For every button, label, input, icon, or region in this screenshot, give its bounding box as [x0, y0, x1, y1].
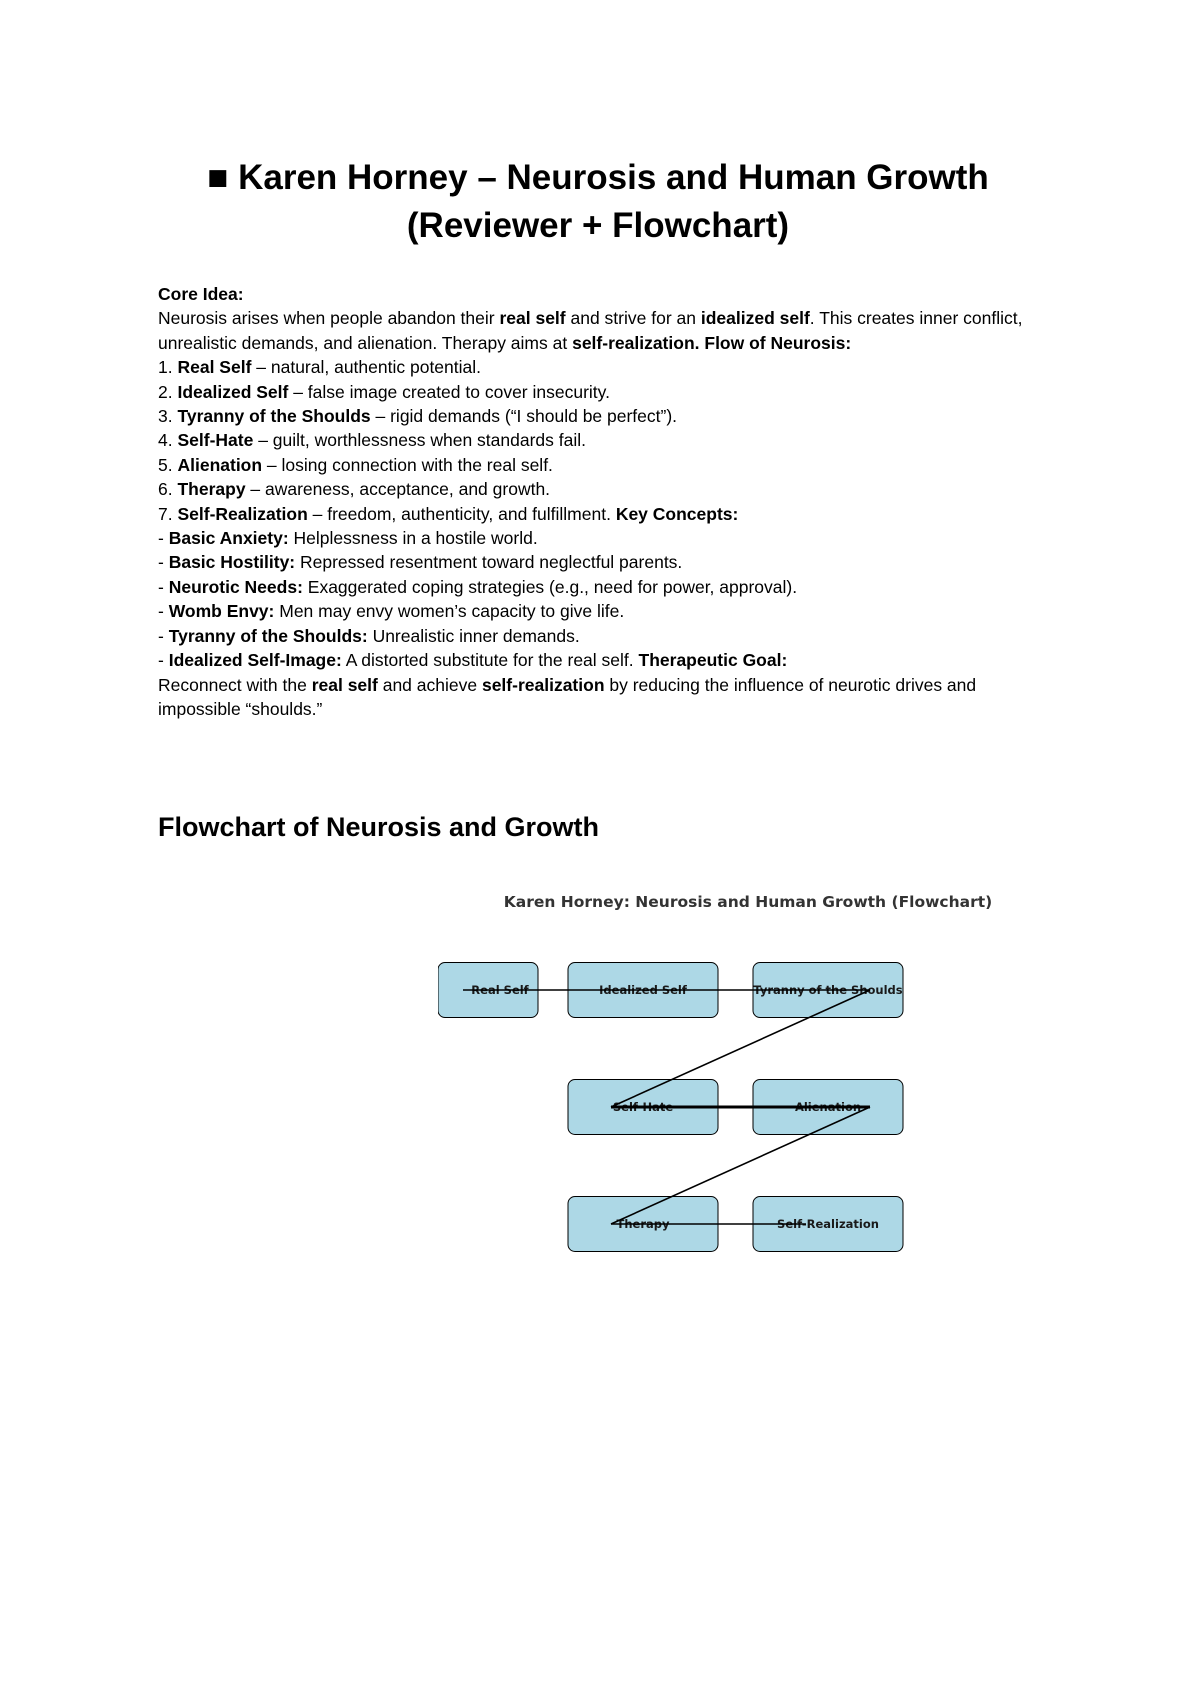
flow-steps-list [158, 355, 1038, 526]
flowchart-node-label: Tyranny of the Shoulds [753, 983, 903, 997]
flow-step: 4. Self-Hate – guilt, worthlessness when standards fail. [158, 430, 586, 451]
flowchart-node-label: Self-Hate [612, 1100, 674, 1114]
flowchart-diagram [438, 885, 1038, 1275]
core-idea-paragraph [158, 282, 1038, 355]
flowchart-section-heading: Flowchart of Neurosis and Growth [158, 812, 600, 842]
flow-step: 2. Idealized Self – false image created to cover insecurity. [158, 381, 610, 402]
goal-bold: real self [311, 674, 378, 695]
flow-step: 6. Therapy – awareness, acceptance, and growth. [158, 479, 551, 500]
reviewer-body [158, 282, 1038, 721]
core-idea-bold: real self [499, 308, 566, 329]
key-concept: - Neurotic Needs: Exaggerated coping strategies (e.g., need for power, approval). [158, 576, 798, 597]
key-concept: - Womb Envy: Men may envy women’s capacity to give life. [158, 601, 625, 622]
therapeutic-goal-heading: Therapeutic Goal: [638, 650, 788, 671]
core-idea-heading: Core Idea: [158, 284, 244, 304]
core-idea-text: . This creates inner conflict, unrealistic demands, and alienation. Therapy aims at [158, 308, 1023, 353]
flowchart-node-label: Alienation [794, 1100, 862, 1114]
flowchart-node-label: Idealized Self [599, 983, 687, 997]
key-concept: - Basic Anxiety: Helplessness in a hostile world. [158, 528, 538, 549]
title-line-2: (Reviewer + Flowchart) [406, 206, 790, 245]
core-idea-text: Neurosis arises when people abandon their [158, 308, 500, 329]
goal-text: Reconnect with the [158, 674, 312, 695]
core-idea-text: and strive for an [565, 308, 701, 329]
goal-bold: self-realization [481, 674, 605, 695]
flow-step: 3. Tyranny of the Shoulds – rigid demands (“I should be perfect”). [158, 406, 678, 427]
title-line-1: Karen Horney – Neurosis and Human Growth [238, 158, 989, 197]
key-concept: - Tyranny of the Shoulds: Unrealistic inner demands. [158, 625, 580, 646]
flowchart-title: Karen Horney: Neurosis and Human Growth (Flowchart) [503, 893, 993, 911]
flowchart-node-label: Self-Realization [777, 1217, 879, 1231]
key-concept: - Basic Hostility: Repressed resentment toward neglectful parents. [158, 552, 683, 573]
core-idea-bold: self-realization. [572, 332, 700, 353]
core-idea-bold: idealized self [700, 308, 810, 329]
goal-text: and achieve [377, 674, 482, 695]
key-concepts-list [158, 526, 1038, 672]
goal-text: by reducing the influence of neurotic drives and impossible “shoulds.” [158, 674, 977, 719]
flowchart-figure [438, 885, 1038, 1275]
flow-step: 7. Self-Realization – freedom, authenticity, and fulfillment. [158, 503, 616, 524]
flowchart-node-label: Real Self [471, 983, 529, 997]
flow-step: 1. Real Self – natural, authentic potential. [158, 357, 482, 378]
key-concept: - Idealized Self-Image: A distorted substitute for the real self. [158, 650, 639, 671]
flow-heading: Flow of Neurosis: [704, 332, 852, 353]
therapeutic-goal-paragraph [158, 673, 1038, 722]
flow-step: 5. Alienation – losing connection with the real self. [158, 454, 553, 475]
flowchart-node-label: Therapy [616, 1217, 670, 1231]
document-title [158, 154, 1038, 250]
black-square-icon: ■ [207, 158, 229, 197]
flowchart-edges [463, 990, 870, 1224]
key-concepts-heading: Key Concepts: [615, 503, 739, 524]
